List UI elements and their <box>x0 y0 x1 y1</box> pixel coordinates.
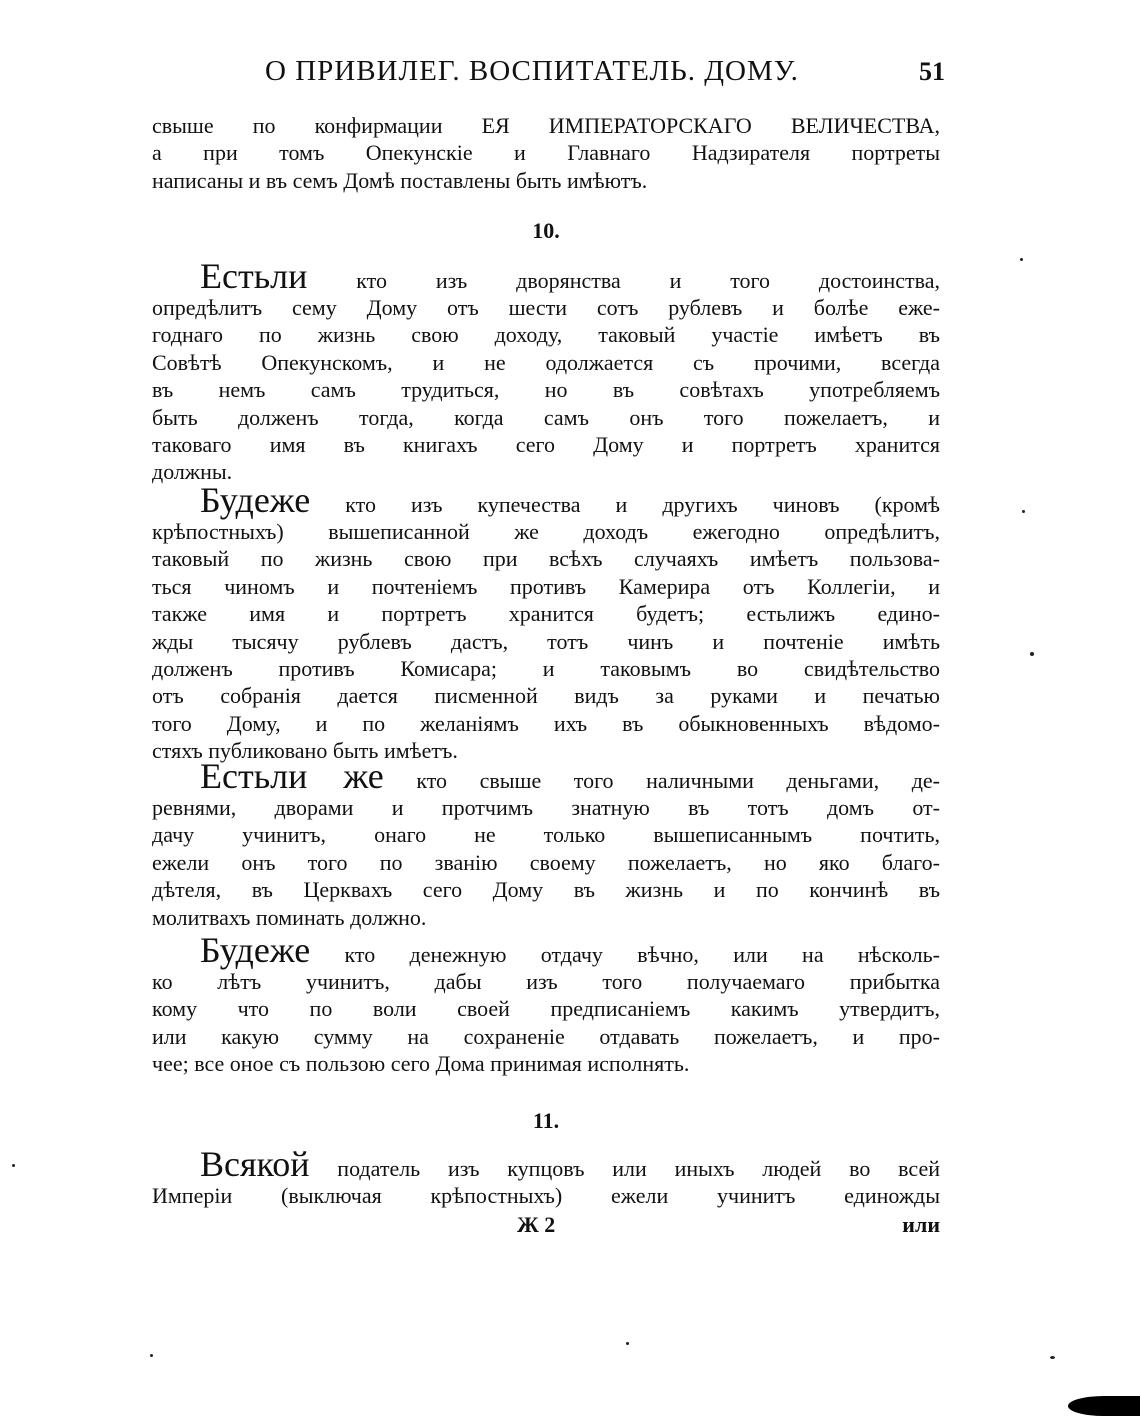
signature-mark: Ж 2 <box>517 1212 556 1237</box>
scan-speck <box>150 1354 153 1357</box>
scan-blot <box>1068 1396 1140 1416</box>
text-line: того Дому, и по желаніямъ ихъ въ обыкновенныхъ вѣдомо- <box>152 710 940 736</box>
scan-speck <box>1030 652 1034 656</box>
section-number-11: 11. <box>532 1108 560 1133</box>
text-line: годнаго по жизнь свою доходу, таковый участіе имѣетъ въ <box>152 322 940 348</box>
continuation-paragraph <box>152 112 940 194</box>
page-footer <box>152 1212 940 1240</box>
text-line: въ немъ самъ трудиться, но въ совѣтахъ употребляемъ <box>152 377 940 403</box>
lead-word: Естьли <box>200 256 308 296</box>
paragraph-5 <box>152 1146 940 1209</box>
text-line: стяхъ публиковано быть имѣетъ. <box>152 738 458 764</box>
scan-speck <box>626 1342 629 1345</box>
text-line: чее; все оное съ пользою сего Дома принимая исполнять. <box>152 1051 690 1077</box>
page-number: 51 <box>919 57 945 86</box>
first-line-text: кто изъ купечества и другихъ чиновъ (кромѣ <box>345 492 940 517</box>
text-line: быть долженъ тогда, когда самъ онъ того пожелаетъ, и <box>152 404 940 430</box>
first-line-text: кто изъ дворянства и того достоинства, <box>356 268 940 293</box>
text-line: написаны и въ семъ Домѣ поставлены быть имѣютъ. <box>152 167 648 193</box>
section-number-10: 10. <box>532 218 560 243</box>
paragraph-2 <box>152 482 940 765</box>
text-line: долженъ противъ Комисара; и таковымъ во свидѣтельство <box>152 655 940 681</box>
lead-word: Всякой <box>200 1144 310 1184</box>
paragraph-4 <box>152 932 940 1078</box>
scan-speck <box>1020 258 1023 261</box>
text-line: отъ собранія дается писменной видъ за руками и печатью <box>152 683 940 709</box>
text-line: крѣпостныхъ) вышеписанной же доходъ ежегодно опредѣлитъ, <box>152 519 940 544</box>
text-line: ко лѣтъ учинитъ, дабы изъ того получаемаго прибытка <box>152 969 940 994</box>
paragraph-1 <box>152 258 940 486</box>
text-line: таковый по жизнь свою при всѣхъ случаяхъ имѣетъ пользова- <box>152 546 940 572</box>
lead-word: Будеже <box>200 480 311 520</box>
text-line: дѣтеля, въ Церквахъ сего Дому въ жизнь и по кончинѣ въ <box>152 877 940 903</box>
text-line: свыше по конфирмации ЕЯ ИМПЕРАТОРСКАГО ВЕЛИЧЕСТВА, <box>152 113 940 138</box>
first-line <box>152 932 940 968</box>
scan-speck <box>1022 510 1025 513</box>
text-line: ться чиномъ и почтеніемъ противъ Камерира отъ Коллегіи, и <box>152 573 940 599</box>
text-line: должны. <box>152 459 233 485</box>
text-line: а при томъ Опекунскіе и Главнаго Надзирателя портреты <box>152 140 940 166</box>
text-line: ревнями, дворами и протчимъ знатную въ тотъ домъ от- <box>152 795 940 820</box>
scan-speck <box>1050 1356 1055 1359</box>
page-header <box>265 55 945 95</box>
text-line: опредѣлитъ сему Дому отъ шести сотъ рублевъ и болѣе еже- <box>152 295 940 320</box>
first-line <box>152 482 940 518</box>
running-title: О ПРИВИЛЕГ. ВОСПИТАТЕЛЬ. ДОМУ. <box>265 55 799 87</box>
text-line: кому что по воли своей предписаніемъ какимъ утвердитъ, <box>152 996 940 1022</box>
first-line-text: кто свыше того наличными деньгами, де- <box>416 768 940 793</box>
lead-word: Будеже <box>200 930 311 970</box>
text-line: или какую сумму на сохраненіе отдавать пожелаетъ, и про- <box>152 1023 940 1049</box>
first-line <box>152 758 940 794</box>
text-line: Совѣтѣ Опекунскомъ, и не одолжается съ прочими, всегда <box>152 349 940 375</box>
first-line-text: кто денежную отдачу вѣчно, или на нѣсколь- <box>344 942 941 967</box>
scan-speck <box>12 1164 15 1167</box>
text-line: молитвахъ поминать должно. <box>152 904 427 930</box>
catchword: или <box>902 1212 940 1237</box>
first-line-text: податель изъ купцовъ или иныхъ людей во всей <box>337 1156 940 1181</box>
text-line: дачу учинитъ, онаго не только вышеписаннымъ почтить, <box>152 822 940 848</box>
paragraph-3 <box>152 758 940 931</box>
lead-word: Естьли же <box>200 756 384 796</box>
text-line: жды тысячу рублевъ дастъ, тотъ чинъ и почтеніе имѣть <box>152 628 940 654</box>
text-line: ежели онъ того по званію своему пожелаетъ, но яко благо- <box>152 849 940 875</box>
first-line <box>152 1146 940 1182</box>
text-line: также имя и портретъ хранится будетъ; естьлижъ едино- <box>152 601 940 627</box>
first-line <box>152 258 940 294</box>
text-line: Имперіи (выключая крѣпостныхъ) ежели учинитъ единожды <box>152 1183 940 1208</box>
text-line: таковаго имя въ книгахъ сего Дому и портретъ хранится <box>152 431 940 457</box>
